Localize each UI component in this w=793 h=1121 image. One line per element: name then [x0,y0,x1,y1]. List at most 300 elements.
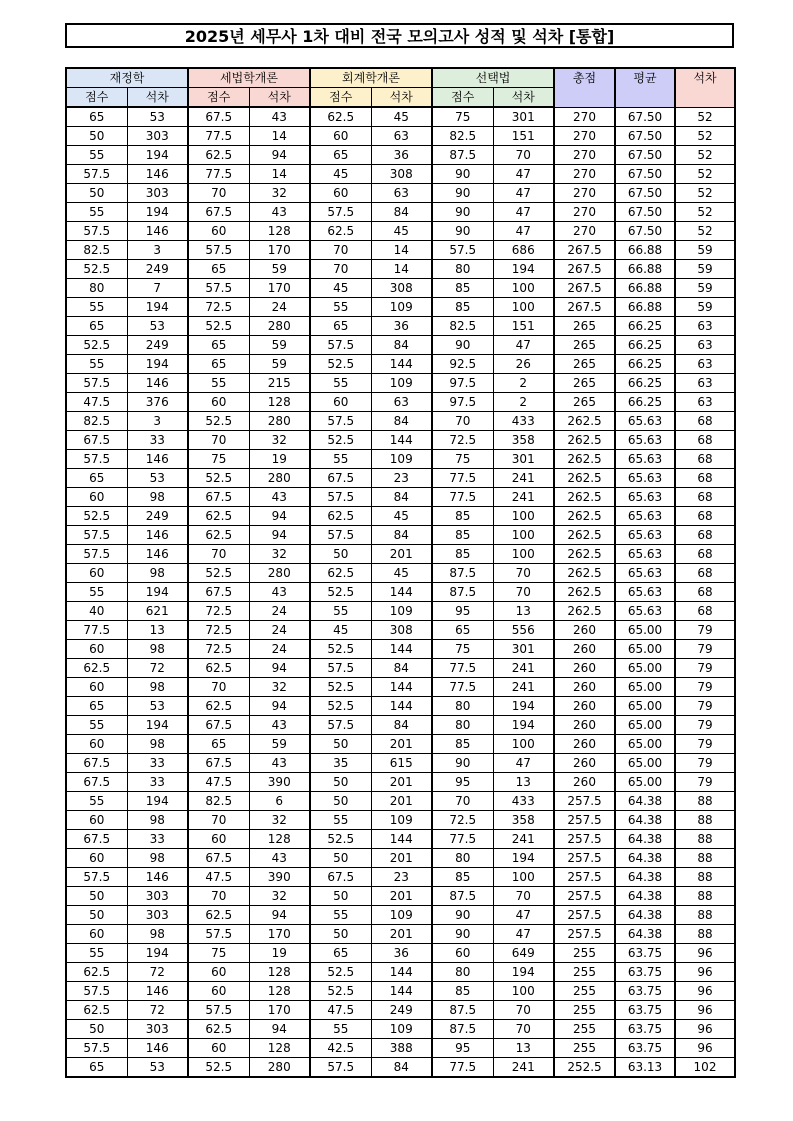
cell-average-score: 67.50 [615,127,675,146]
cell-tax-law-rank: 94 [249,507,310,526]
cell-tax-law-rank: 32 [249,431,310,450]
cell-average-score: 65.63 [615,526,675,545]
cell-finance-score: 77.5 [66,621,127,640]
cell-finance-score: 67.5 [66,773,127,792]
cell-tax-law-rank: 19 [249,944,310,963]
cell-average-score: 66.25 [615,393,675,412]
cell-total-score: 262.5 [554,488,615,507]
cell-accounting-rank: 84 [371,1058,432,1078]
cell-elective-score: 85 [432,735,493,754]
cell-accounting-rank: 109 [371,450,432,469]
cell-finance-rank: 3 [127,241,188,260]
cell-accounting-rank: 84 [371,526,432,545]
cell-accounting-score: 52.5 [310,431,371,450]
cell-average-score: 64.38 [615,887,675,906]
overall-rank-header: 석차 [675,68,735,107]
cell-overall-rank: 79 [675,697,735,716]
cell-finance-score: 57.5 [66,982,127,1001]
cell-elective-rank: 47 [493,165,554,184]
cell-finance-rank: 146 [127,526,188,545]
cell-tax-law-rank: 24 [249,298,310,317]
cell-average-score: 63.75 [615,1001,675,1020]
cell-overall-rank: 68 [675,583,735,602]
cell-accounting-rank: 84 [371,659,432,678]
cell-elective-score: 90 [432,925,493,944]
cell-total-score: 267.5 [554,241,615,260]
cell-tax-law-score: 52.5 [188,317,249,336]
cell-overall-rank: 68 [675,412,735,431]
cell-tax-law-score: 60 [188,830,249,849]
cell-elective-score: 65 [432,621,493,640]
table-row [66,773,735,792]
cell-total-score: 262.5 [554,412,615,431]
cell-tax-law-rank: 170 [249,279,310,298]
cell-total-score: 255 [554,982,615,1001]
cell-average-score: 67.50 [615,107,675,127]
cell-elective-score: 97.5 [432,393,493,412]
cell-finance-score: 60 [66,811,127,830]
cell-tax-law-score: 57.5 [188,925,249,944]
cell-tax-law-score: 70 [188,184,249,203]
cell-finance-score: 55 [66,716,127,735]
table-row [66,849,735,868]
cell-finance-rank: 98 [127,849,188,868]
cell-average-score: 65.63 [615,507,675,526]
cell-elective-score: 85 [432,526,493,545]
cell-finance-score: 65 [66,469,127,488]
average-header: 평균 [615,68,675,107]
cell-tax-law-score: 77.5 [188,165,249,184]
cell-total-score: 257.5 [554,849,615,868]
cell-overall-rank: 63 [675,393,735,412]
cell-finance-rank: 33 [127,431,188,450]
cell-elective-score: 90 [432,754,493,773]
cell-tax-law-score: 82.5 [188,792,249,811]
table-row [66,298,735,317]
cell-elective-rank: 433 [493,792,554,811]
cell-finance-score: 67.5 [66,830,127,849]
cell-tax-law-rank: 280 [249,564,310,583]
cell-tax-law-rank: 128 [249,222,310,241]
cell-tax-law-rank: 19 [249,450,310,469]
cell-total-score: 255 [554,1039,615,1058]
cell-elective-score: 72.5 [432,811,493,830]
cell-elective-score: 87.5 [432,564,493,583]
cell-elective-rank: 100 [493,545,554,564]
cell-overall-rank: 79 [675,678,735,697]
table-row [66,431,735,450]
cell-average-score: 65.63 [615,564,675,583]
cell-tax-law-score: 62.5 [188,526,249,545]
cell-finance-rank: 98 [127,640,188,659]
cell-accounting-rank: 36 [371,944,432,963]
cell-elective-score: 77.5 [432,678,493,697]
cell-accounting-score: 65 [310,317,371,336]
cell-average-score: 67.50 [615,184,675,203]
cell-total-score: 255 [554,944,615,963]
cell-tax-law-rank: 170 [249,241,310,260]
subject-header-elective: 선택법 [432,68,554,88]
cell-average-score: 65.00 [615,621,675,640]
cell-accounting-score: 62.5 [310,222,371,241]
cell-finance-rank: 98 [127,925,188,944]
cell-total-score: 270 [554,107,615,127]
cell-total-score: 260 [554,697,615,716]
cell-tax-law-score: 60 [188,222,249,241]
cell-average-score: 65.63 [615,450,675,469]
cell-accounting-score: 50 [310,925,371,944]
cell-accounting-score: 50 [310,773,371,792]
cell-tax-law-score: 55 [188,374,249,393]
cell-accounting-rank: 63 [371,184,432,203]
cell-accounting-score: 50 [310,545,371,564]
cell-accounting-rank: 109 [371,811,432,830]
cell-average-score: 67.50 [615,165,675,184]
cell-accounting-rank: 109 [371,906,432,925]
cell-overall-rank: 79 [675,640,735,659]
cell-elective-rank: 100 [493,735,554,754]
cell-tax-law-rank: 128 [249,963,310,982]
cell-finance-score: 50 [66,906,127,925]
cell-total-score: 262.5 [554,564,615,583]
cell-accounting-rank: 63 [371,127,432,146]
cell-tax-law-rank: 215 [249,374,310,393]
cell-total-score: 260 [554,621,615,640]
cell-finance-score: 50 [66,887,127,906]
cell-tax-law-rank: 32 [249,545,310,564]
cell-finance-rank: 72 [127,963,188,982]
cell-tax-law-rank: 43 [249,754,310,773]
cell-elective-rank: 241 [493,1058,554,1078]
cell-accounting-score: 47.5 [310,1001,371,1020]
cell-average-score: 63.75 [615,963,675,982]
cell-tax-law-score: 70 [188,678,249,697]
cell-tax-law-rank: 280 [249,317,310,336]
cell-tax-law-score: 62.5 [188,1020,249,1039]
cell-finance-rank: 194 [127,583,188,602]
cell-total-score: 267.5 [554,260,615,279]
cell-total-score: 257.5 [554,830,615,849]
cell-tax-law-score: 60 [188,963,249,982]
cell-accounting-rank: 144 [371,640,432,659]
cell-finance-score: 52.5 [66,336,127,355]
cell-tax-law-rank: 24 [249,602,310,621]
cell-overall-rank: 79 [675,735,735,754]
table-row [66,982,735,1001]
cell-tax-law-rank: 43 [249,583,310,602]
cell-elective-score: 90 [432,165,493,184]
cell-accounting-rank: 615 [371,754,432,773]
cell-elective-score: 82.5 [432,127,493,146]
cell-elective-rank: 100 [493,279,554,298]
cell-elective-rank: 70 [493,887,554,906]
cell-finance-score: 55 [66,203,127,222]
cell-finance-rank: 98 [127,488,188,507]
cell-average-score: 65.00 [615,773,675,792]
cell-elective-score: 95 [432,1039,493,1058]
cell-finance-rank: 146 [127,868,188,887]
cell-overall-rank: 88 [675,849,735,868]
cell-overall-rank: 88 [675,925,735,944]
cell-average-score: 64.38 [615,811,675,830]
cell-finance-rank: 53 [127,107,188,127]
cell-finance-score: 67.5 [66,431,127,450]
cell-finance-rank: 303 [127,127,188,146]
cell-tax-law-score: 62.5 [188,659,249,678]
cell-accounting-score: 55 [310,906,371,925]
cell-total-score: 260 [554,735,615,754]
cell-finance-score: 55 [66,583,127,602]
cell-total-score: 265 [554,393,615,412]
cell-tax-law-rank: 390 [249,868,310,887]
cell-tax-law-rank: 32 [249,184,310,203]
cell-accounting-score: 55 [310,374,371,393]
cell-accounting-score: 45 [310,621,371,640]
cell-finance-rank: 621 [127,602,188,621]
cell-overall-rank: 68 [675,564,735,583]
cell-average-score: 63.13 [615,1058,675,1078]
cell-tax-law-rank: 128 [249,1039,310,1058]
cell-tax-law-rank: 14 [249,165,310,184]
cell-elective-score: 97.5 [432,374,493,393]
cell-overall-rank: 59 [675,260,735,279]
cell-finance-score: 55 [66,298,127,317]
cell-finance-score: 60 [66,925,127,944]
cell-finance-score: 57.5 [66,222,127,241]
cell-finance-score: 57.5 [66,450,127,469]
cell-accounting-score: 50 [310,887,371,906]
cell-tax-law-rank: 43 [249,107,310,127]
cell-overall-rank: 52 [675,184,735,203]
cell-finance-score: 60 [66,640,127,659]
cell-tax-law-rank: 94 [249,906,310,925]
table-row [66,678,735,697]
cell-tax-law-score: 52.5 [188,564,249,583]
cell-average-score: 64.38 [615,906,675,925]
cell-tax-law-score: 70 [188,431,249,450]
table-row [66,336,735,355]
cell-finance-rank: 194 [127,355,188,374]
cell-accounting-rank: 23 [371,469,432,488]
cell-elective-rank: 241 [493,659,554,678]
cell-elective-rank: 13 [493,1039,554,1058]
cell-finance-score: 52.5 [66,260,127,279]
table-row [66,602,735,621]
cell-finance-rank: 13 [127,621,188,640]
cell-elective-score: 90 [432,184,493,203]
cell-elective-score: 87.5 [432,1001,493,1020]
cell-finance-score: 57.5 [66,374,127,393]
table-row [66,887,735,906]
cell-elective-score: 75 [432,107,493,127]
cell-tax-law-rank: 14 [249,127,310,146]
table-row [66,944,735,963]
table-row [66,469,735,488]
cell-total-score: 257.5 [554,792,615,811]
cell-overall-rank: 68 [675,488,735,507]
table-row [66,165,735,184]
cell-average-score: 67.50 [615,146,675,165]
cell-elective-score: 70 [432,412,493,431]
cell-finance-rank: 146 [127,374,188,393]
cell-accounting-score: 67.5 [310,469,371,488]
cell-accounting-score: 52.5 [310,697,371,716]
cell-tax-law-score: 72.5 [188,640,249,659]
cell-elective-rank: 70 [493,1020,554,1039]
cell-tax-law-score: 60 [188,393,249,412]
cell-tax-law-score: 65 [188,336,249,355]
cell-accounting-rank: 201 [371,792,432,811]
cell-tax-law-score: 67.5 [188,583,249,602]
cell-accounting-rank: 144 [371,982,432,1001]
cell-overall-rank: 68 [675,526,735,545]
cell-elective-score: 80 [432,260,493,279]
cell-finance-score: 55 [66,146,127,165]
cell-accounting-score: 57.5 [310,203,371,222]
cell-total-score: 257.5 [554,925,615,944]
cell-overall-rank: 63 [675,317,735,336]
cell-overall-rank: 68 [675,545,735,564]
cell-tax-law-rank: 43 [249,488,310,507]
cell-accounting-rank: 63 [371,393,432,412]
cell-finance-rank: 146 [127,545,188,564]
cell-average-score: 67.50 [615,203,675,222]
cell-tax-law-rank: 128 [249,982,310,1001]
cell-finance-rank: 303 [127,1020,188,1039]
cell-elective-rank: 13 [493,773,554,792]
cell-accounting-score: 57.5 [310,716,371,735]
table-row [66,488,735,507]
cell-overall-rank: 63 [675,336,735,355]
cell-accounting-rank: 45 [371,507,432,526]
header-row-subjects [66,68,735,88]
cell-average-score: 65.63 [615,469,675,488]
cell-tax-law-score: 57.5 [188,241,249,260]
cell-average-score: 63.75 [615,982,675,1001]
cell-elective-rank: 13 [493,602,554,621]
cell-finance-rank: 194 [127,944,188,963]
cell-average-score: 67.50 [615,222,675,241]
cell-finance-score: 60 [66,488,127,507]
cell-elective-score: 85 [432,545,493,564]
cell-overall-rank: 59 [675,279,735,298]
cell-total-score: 262.5 [554,583,615,602]
cell-accounting-score: 57.5 [310,1058,371,1078]
cell-elective-rank: 151 [493,317,554,336]
cell-total-score: 260 [554,754,615,773]
cell-accounting-score: 55 [310,811,371,830]
cell-total-score: 260 [554,678,615,697]
cell-elective-score: 90 [432,222,493,241]
cell-total-score: 262.5 [554,545,615,564]
cell-finance-score: 60 [66,849,127,868]
cell-finance-score: 55 [66,355,127,374]
cell-finance-score: 65 [66,1058,127,1078]
table-row [66,241,735,260]
cell-accounting-score: 60 [310,184,371,203]
cell-elective-score: 70 [432,792,493,811]
cell-finance-rank: 303 [127,906,188,925]
cell-accounting-score: 57.5 [310,412,371,431]
cell-finance-score: 82.5 [66,241,127,260]
table-row [66,754,735,773]
cell-overall-rank: 52 [675,146,735,165]
cell-tax-law-rank: 59 [249,735,310,754]
cell-finance-rank: 98 [127,735,188,754]
cell-total-score: 267.5 [554,298,615,317]
cell-finance-rank: 53 [127,1058,188,1078]
table-row [66,1039,735,1058]
cell-elective-rank: 2 [493,374,554,393]
cell-accounting-rank: 84 [371,488,432,507]
table-row [66,868,735,887]
cell-tax-law-rank: 280 [249,1058,310,1078]
cell-tax-law-score: 60 [188,1039,249,1058]
cell-accounting-score: 57.5 [310,526,371,545]
results-table [65,67,736,1078]
cell-total-score: 265 [554,374,615,393]
cell-accounting-rank: 388 [371,1039,432,1058]
cell-elective-rank: 100 [493,298,554,317]
table-row [66,146,735,165]
cell-tax-law-rank: 170 [249,925,310,944]
cell-accounting-rank: 201 [371,925,432,944]
rank-header: 석차 [249,88,310,108]
cell-finance-rank: 249 [127,260,188,279]
cell-accounting-rank: 144 [371,830,432,849]
cell-elective-rank: 151 [493,127,554,146]
cell-accounting-rank: 45 [371,107,432,127]
cell-overall-rank: 96 [675,944,735,963]
cell-total-score: 262.5 [554,602,615,621]
cell-average-score: 65.00 [615,735,675,754]
cell-accounting-score: 35 [310,754,371,773]
cell-elective-rank: 47 [493,754,554,773]
cell-average-score: 65.63 [615,602,675,621]
cell-overall-rank: 96 [675,1001,735,1020]
table-row [66,203,735,222]
cell-overall-rank: 88 [675,887,735,906]
cell-elective-score: 77.5 [432,1058,493,1078]
table-row [66,107,735,127]
rank-header: 석차 [127,88,188,108]
cell-elective-rank: 649 [493,944,554,963]
cell-overall-rank: 88 [675,906,735,925]
cell-elective-rank: 433 [493,412,554,431]
cell-average-score: 64.38 [615,830,675,849]
table-row [66,906,735,925]
cell-finance-rank: 303 [127,887,188,906]
table-row [66,697,735,716]
cell-elective-score: 80 [432,963,493,982]
cell-elective-rank: 194 [493,716,554,735]
cell-accounting-rank: 201 [371,773,432,792]
score-header: 점수 [310,88,371,108]
cell-overall-rank: 59 [675,298,735,317]
table-row [66,621,735,640]
cell-tax-law-rank: 170 [249,1001,310,1020]
cell-elective-rank: 70 [493,583,554,602]
table-row [66,811,735,830]
cell-elective-score: 80 [432,849,493,868]
cell-tax-law-rank: 128 [249,830,310,849]
cell-overall-rank: 68 [675,469,735,488]
cell-overall-rank: 68 [675,450,735,469]
cell-tax-law-rank: 59 [249,336,310,355]
cell-total-score: 255 [554,1020,615,1039]
cell-total-score: 260 [554,640,615,659]
table-row [66,260,735,279]
